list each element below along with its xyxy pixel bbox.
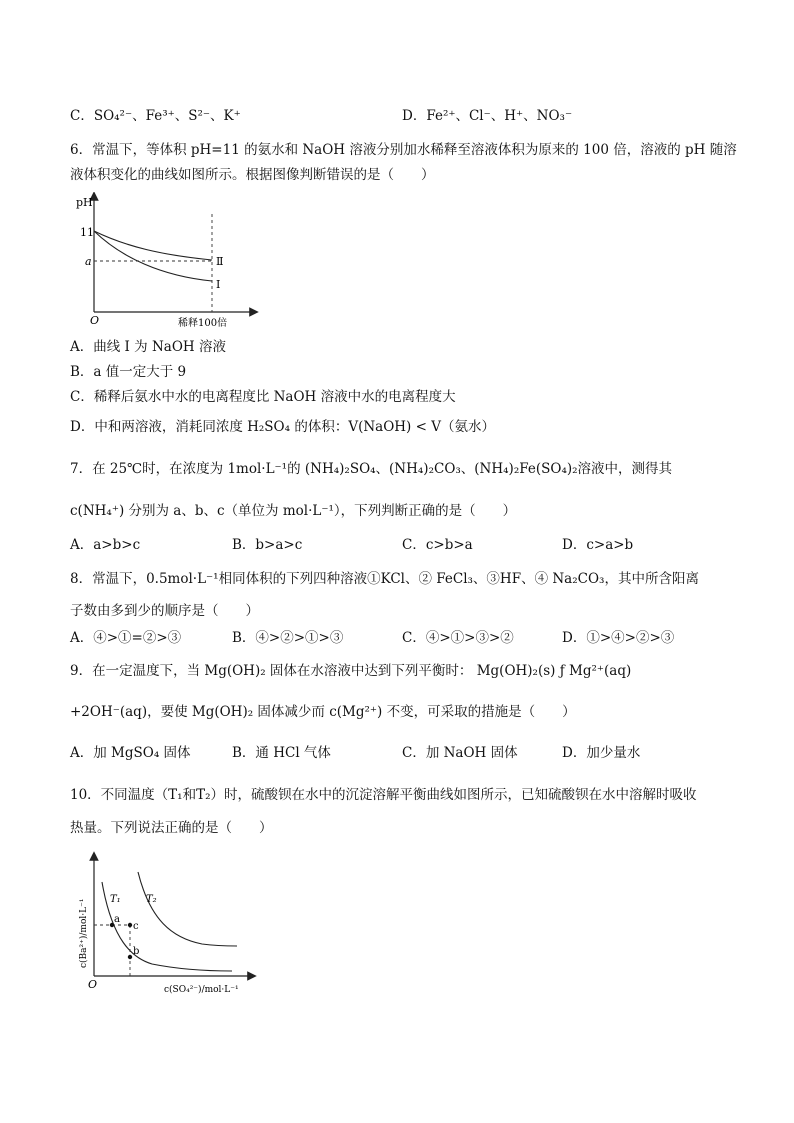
q10-curve-T1 (102, 882, 232, 971)
q7-option-d: D．c>a>b (562, 537, 634, 553)
q10-stem-line2: 热量。下列说法正确的是（ ） (70, 820, 273, 836)
q8-stem-line1: 8．常温下，0.5mol·L⁻¹相同体积的下列四种溶液①KCl、② FeCl₃、③HF、④ Na₂CO₃，其中所含阳离 (70, 571, 699, 587)
q10-stem-line1: 10．不同温度（T₁和T₂）时，硫酸钡在水中的沉淀溶解平衡曲线如图所示，已知硫酸钡在水中溶解时吸收 (70, 787, 697, 803)
q8-option-b: B．④>②>①>③ (232, 630, 344, 646)
q6-option-d: D．中和两溶液，消耗同浓度 H₂SO₄ 的体积：V(NaOH) < V（氨水） (70, 419, 495, 435)
q9-stem-line2: +2OH⁻(aq)，要使 Mg(OH)₂ 固体减少而 c(Mg²⁺) 不变，可采取的措施是（ ） (70, 704, 576, 720)
q10-x-label: c(SO₄²⁻)/mol·L⁻¹ (164, 985, 239, 995)
q10-label-b: b (133, 946, 140, 957)
q6-label-I: Ⅰ (216, 278, 221, 291)
q10-y-label: c(Ba²⁺)/mol·L⁻¹ (79, 898, 89, 968)
q8-option-d: D．①>④>②>③ (562, 630, 675, 646)
q6-tick-a: a (85, 255, 92, 268)
q8-option-c: C．④>①>③>② (402, 630, 514, 646)
q6-origin: O (90, 314, 100, 327)
q7-option-b: B．b>a>c (232, 537, 303, 553)
q5-option-c: C．SO₄²⁻、Fe³⁺、S²⁻、K⁺ (70, 108, 241, 124)
q10-point-c (128, 923, 132, 927)
q10-origin: O (88, 978, 98, 991)
q10-label-T1: T₁ (110, 894, 121, 905)
q10-baso4-solubility-graph (72, 850, 262, 1000)
q7-stem-line1: 7．在 25℃时，在浓度为 1mol·L⁻¹的 (NH₄)₂SO₄、(NH₄)₂CO₃、(NH₄)₂Fe(SO₄)₂溶液中，测得其 (70, 461, 673, 477)
q6-x-label: 稀释100倍 (178, 318, 228, 329)
q6-label-II: Ⅱ (216, 255, 224, 268)
q5-option-d: D．Fe²⁺、Cl⁻、H⁺、NO₃⁻ (402, 108, 573, 124)
q9-option-c: C．加 NaOH 固体 (402, 745, 518, 761)
q8-option-a: A．④>①=②>③ (70, 630, 182, 646)
q7-option-a: A．a>b>c (70, 537, 141, 553)
q6-option-b: B．a 值一定大于 9 (70, 364, 187, 380)
q9-option-b: B．通 HCl 气体 (232, 745, 331, 761)
q6-option-a: A．曲线 Ⅰ 为 NaOH 溶液 (70, 339, 226, 355)
q10-label-c: c (133, 921, 139, 932)
q9-stem-line1: 9．在一定温度下，当 Mg(OH)₂ 固体在水溶液中达到下列平衡时： Mg(OH)₂(s) ƒ Mg²⁺(aq) (70, 663, 632, 679)
q10-curve-T2 (138, 872, 237, 946)
q7-option-c: C．c>b>a (402, 537, 473, 553)
q6-tick-11: 11 (80, 226, 94, 239)
q9-option-d: D．加少量水 (562, 745, 641, 761)
q7-stem-line2: c(NH₄⁺) 分别为 a、b、c（单位为 mol·L⁻¹），下列判断正确的是（ ） (70, 503, 517, 519)
q6-option-c: C．稀释后氨水中水的电离程度比 NaOH 溶液中水的电离程度大 (70, 389, 456, 405)
q6-stem-line2: 液体积变化的曲线如图所示。根据图像判断错误的是（ ） (70, 167, 435, 183)
q6-stem-line1: 6．常温下，等体积 pH=11 的氨水和 NaOH 溶液分别加水稀释至溶液体积为原来的 100 倍，溶液的 pH 随溶 (70, 142, 737, 158)
q8-stem-line2: 子数由多到少的顺序是（ ） (70, 603, 259, 619)
q6-y-label: pH (76, 196, 93, 209)
q10-point-b (128, 955, 132, 959)
q10-label-a: a (114, 914, 120, 925)
q9-option-a: A．加 MgSO₄ 固体 (70, 745, 191, 761)
q10-label-T2: T₂ (146, 894, 157, 905)
q6-ph-dilution-graph (72, 192, 262, 332)
